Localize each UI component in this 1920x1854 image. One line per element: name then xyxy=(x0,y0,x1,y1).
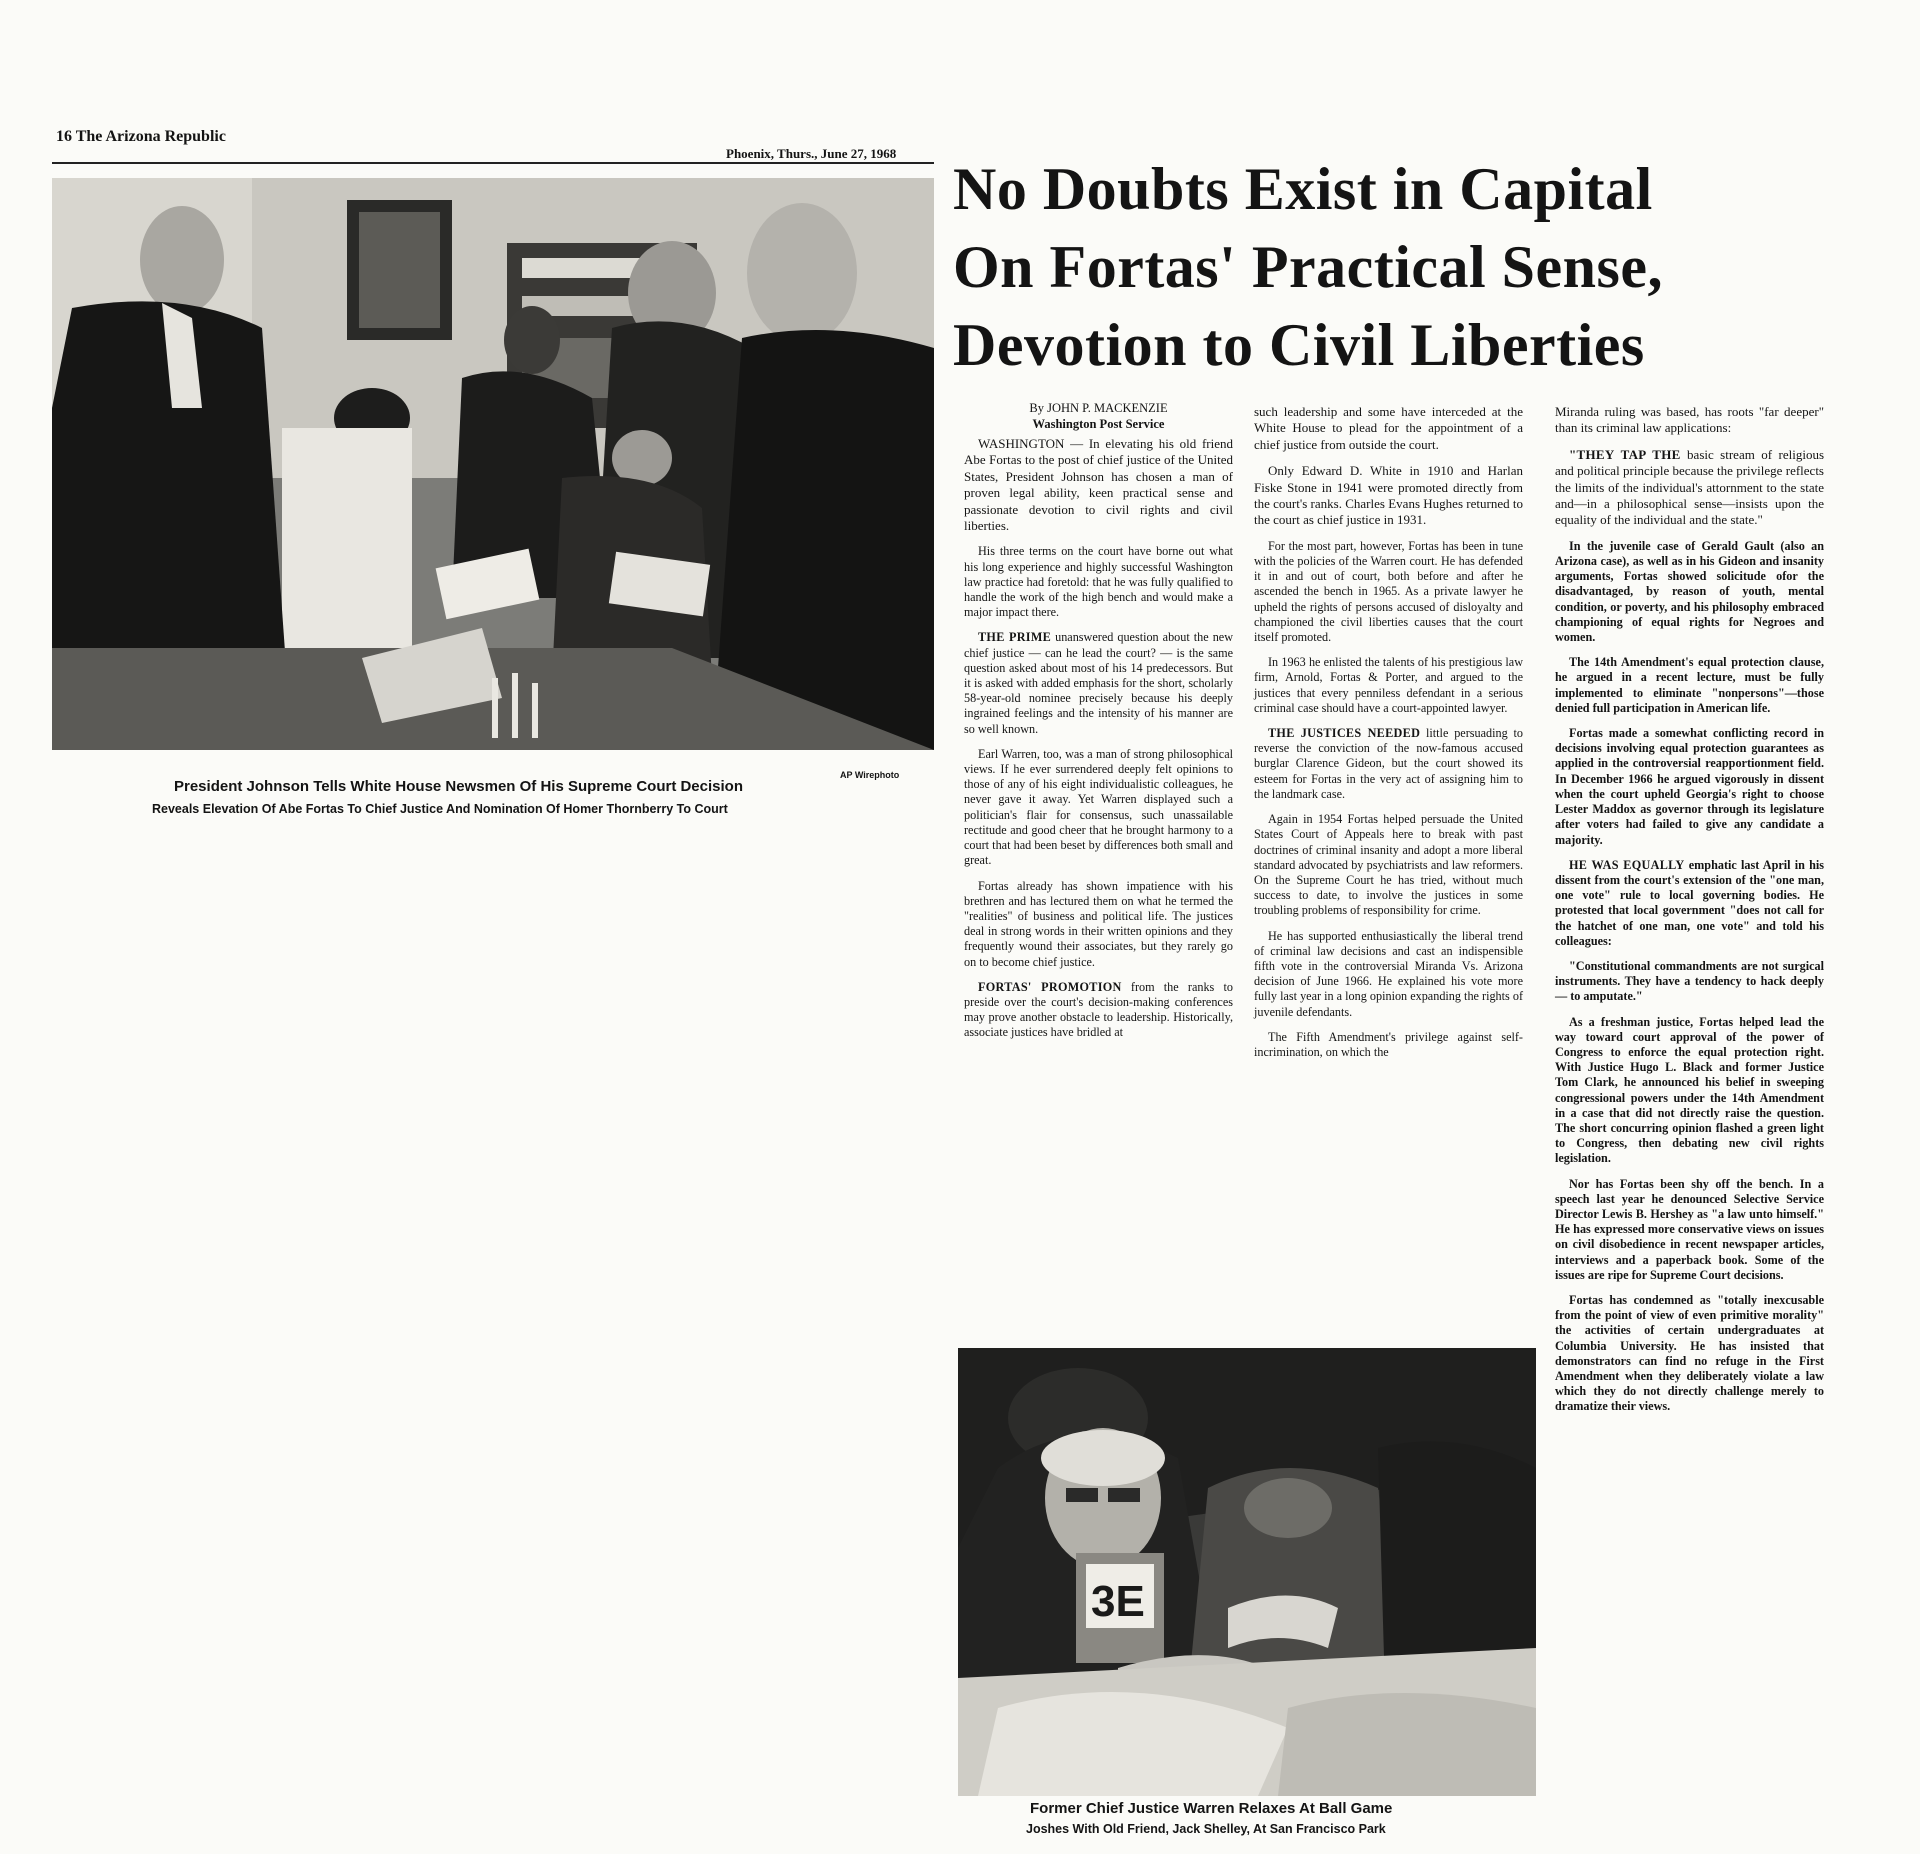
paragraph: As a freshman justice, Fortas helped lead the way toward court approval of the power of Congress to enforce the equal protection right. With Justice Hugo L. Black and former Justice Tom Clark, he announced his belief in sweeping congressional powers under the 14th Amendment in a case that did not directly raise the question. The short concurring opinion flashed a green light to Congress, then debating new civil rights legislation. xyxy=(1555,1014,1824,1166)
paragraph: HE WAS EQUALLY emphatic last April in his dissent from the court's extension of the "one man, one vote" rule to local governing bodies. He protested that local government "does not call for the hatchet of one man, one vote" and told his colleagues: xyxy=(1555,857,1825,948)
paragraph-lead: THE PRIME xyxy=(978,630,1052,645)
photo-warren-ballgame xyxy=(958,1348,1536,1796)
page-folio: 16 The Arizona Republic xyxy=(56,128,226,145)
article-headline xyxy=(953,150,1783,384)
paragraph: The 14th Amendment's equal protection clause, he argued in a recent lecture, must be fully implemented to eliminate "nonpersons"—those denied full participation in American life. xyxy=(1555,655,1824,715)
paragraph: THE PRIME unanswered question about the new chief justice — can he lead the court? — is the same question asked about most of his 14 predecessors. But it is asked with added emphasis for the short, scholarly 58-year-old nominee precisely because his deeply ingrained feelings and the intensity of his manner are so well known. xyxy=(964,630,1233,736)
paragraph: WASHINGTON — In elevating his old friend Abe Fortas to the post of chief justice of the United States, President Johnson has chosen a man of proven legal ability, keen practical sense and passionate devotion to civil rights and civil liberties. xyxy=(964,436,1233,534)
byline xyxy=(964,400,1233,432)
paragraph: Fortas already has shown impatience with his brethren and has lectured them on what he termed the "realities" of business and political life. The justices deal in strong words in their written opinions and they frequently wound their associates, but they rarely go on to become chief justice. xyxy=(964,878,1233,969)
paragraph: such leadership and some have interceded at the White House to plead for the appointment of a chief justice from outside the court. xyxy=(1254,404,1523,452)
byline-service: Washington Post Service xyxy=(1032,417,1165,431)
paragraph-lead: FORTAS' PROMOTION xyxy=(978,979,1122,994)
photo-credit: AP Wirephoto xyxy=(840,770,900,780)
paragraph: Again in 1954 Fortas helped persuade the United States Court of Appeals here to break with past doctrines of criminal insanity and adopt a more liberal standard advocated by psychiatrists and law reformers. On the Supreme Court he has tried, without much success to date, to involve the justices in some troubling problems of responsibility for crime. xyxy=(1254,812,1523,918)
paragraph: Fortas made a somewhat conflicting record in decisions involving equal protection guarantees as applied in the controversial reapportionment field. In December 1966 he argued vigorously in dissent when the court upheld Georgia's right to choose Lester Maddox as governor through its legislature after voters had failed to give any candidate a majority. xyxy=(1555,726,1824,847)
paragraph: Fortas has condemned as "totally inexcusable from the point of view of even primitive morality" the activities of certain undergraduates at Columbia University. He has insisted that demonstrators can find no refuge in the First Amendment when they deliberately violate a law which they do not directly challenge merely to dramatize their views. xyxy=(1555,1292,1824,1414)
headline-line-2: On Fortas' Practical Sense, xyxy=(953,234,1664,300)
paragraph: FORTAS' PROMOTION from the ranks to preside over the court's decision-making conferences may prove another obstacle to leadership. Historically, associate justices have bridled at xyxy=(964,979,1233,1040)
paragraph: "Constitutional commandments are not surgical instruments. They have a tendency to hack deeply — to amputate." xyxy=(1555,958,1824,1004)
paragraph: He has supported enthusiastically the liberal trend of criminal law decisions and cast an indispensible fifth vote in the controversial Miranda Vs. Arizona decision of June 1966. He explained his vote more fully last year in a long opinion expanding the rights of juvenile defendants. xyxy=(1254,928,1523,1019)
headline-line-3: Devotion to Civil Liberties xyxy=(953,312,1645,378)
paragraph: "THEY TAP THE basic stream of religious and political principle because the privilege reflects the limits of the individual's attornment to the state and—in a philosophical sense—insists upon the equality of the individual and the state." xyxy=(1555,446,1824,528)
article-column-2 xyxy=(1254,404,1523,1070)
seat-placard: 3E xyxy=(1091,1577,1145,1626)
top-photo-caption-sub: Reveals Elevation Of Abe Fortas To Chief Justice And Nomination Of Homer Thornberry To Court xyxy=(152,802,728,816)
paragraph-lead: THE JUSTICES NEEDED xyxy=(1268,726,1421,741)
paragraph: Miranda ruling was based, has roots "far deeper" than its criminal law applications: xyxy=(1555,404,1824,436)
bottom-photo-caption-sub: Joshes With Old Friend, Jack Shelley, At San Francisco Park xyxy=(1026,1822,1386,1836)
bottom-photo-caption-title: Former Chief Justice Warren Relaxes At Ball Game xyxy=(1030,1800,1393,1817)
paragraph: The Fifth Amendment's privilege against self-incrimination, on which the xyxy=(1254,1029,1523,1059)
paragraph: His three terms on the court have borne out what his long experience and highly successful Washington law practice had foretold: that he was fully qualified to handle the work of the high bench and would make a major impact there. xyxy=(964,544,1233,620)
photo-image xyxy=(958,1348,1536,1796)
paragraph: Earl Warren, too, was a man of strong philosophical views. If he ever surrendered deeply felt opinions to those of any of his eight individualistic colleagues, he never gave it away. Yet Warren displayed such a politician's flair for consensus, such unassailable rectitude and good cheer that he brought harmony to a court that had been beset by differences both small and great. xyxy=(964,746,1233,868)
article-column-3 xyxy=(1555,404,1824,1425)
paragraph-lead: "THEY TAP THE xyxy=(1569,446,1681,462)
paragraph: Nor has Fortas been shy off the bench. In a speech last year he denounced Selective Service Director Lewis B. Hershey as "a law unto himself." He has expressed more conservative views on issues on civil disobedience in recent newspaper articles, interviews and a paperback book. Some of the issues are ripe for Supreme Court decisions. xyxy=(1555,1176,1824,1282)
paragraph: In the juvenile case of Gerald Gault (also an Arizona case), as well as in his Gideon and insanity arguments, Fortas showed solicitude ofor the disadvantaged, by reason of youth, mental condition, or poverty, and his philosophy embraced championing of equal rights for Negroes and women. xyxy=(1555,538,1824,645)
photo-johnson-newsmen xyxy=(52,178,934,750)
article-column-1 xyxy=(964,400,1233,1051)
paragraph: Only Edward D. White in 1910 and Harlan Fiske Stone in 1941 were promoted directly from the court's ranks. Charles Evans Hughes returned to the court as chief justice in 1931. xyxy=(1254,463,1523,528)
photo-image xyxy=(52,178,934,750)
byline-author: By JOHN P. MACKENZIE xyxy=(1029,401,1168,415)
date-line: Phoenix, Thurs., June 27, 1968 xyxy=(726,146,897,161)
paragraph: In 1963 he enlisted the talents of his prestigious law firm, Arnold, Fortas & Porter, and argued to the justices that every penniless defendant in a serious criminal case should have a court-appointed lawyer. xyxy=(1254,655,1523,715)
paragraph: THE JUSTICES NEEDED little persuading to reverse the conviction of the now-famous accused burglar Clarence Gideon, but the court showed its esteem for Fortas in the very act of assigning him to the landmark case. xyxy=(1254,726,1523,801)
headline-line-1: No Doubts Exist in Capital xyxy=(953,156,1653,222)
paragraph: For the most part, however, Fortas has been in tune with the policies of the Warren court. He has defended it in and out of court, both before and after he ascended the bench in 1965. As a private lawyer he upheld the rights of persons accused of disloyalty and championed the civil liberties causes that the court itself promoted. xyxy=(1254,538,1523,645)
masthead-rule xyxy=(52,162,934,164)
paragraph-lead: HE WAS EQUALLY xyxy=(1569,857,1685,872)
top-photo-caption-title: President Johnson Tells White House Newsmen Of His Supreme Court Decision xyxy=(174,778,743,795)
